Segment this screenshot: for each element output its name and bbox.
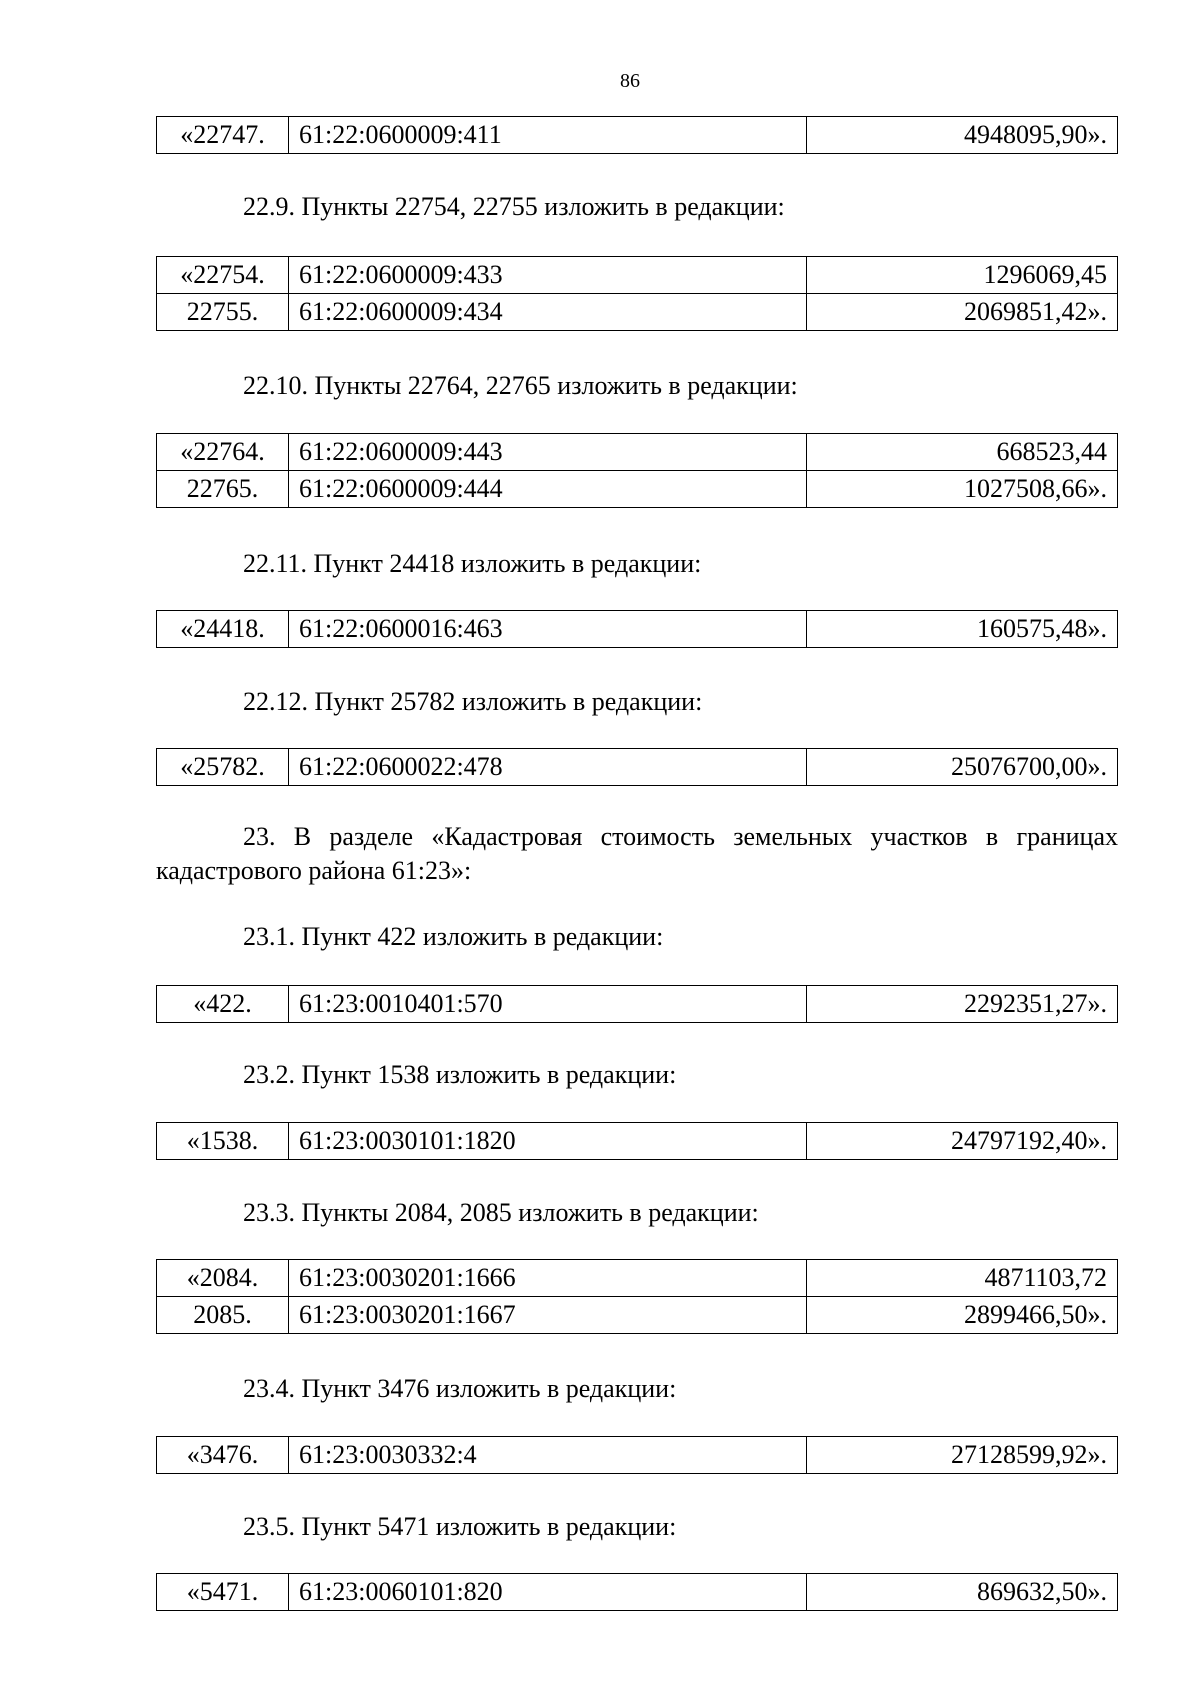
cadastral-number-cell: 61:23:0030201:1666: [289, 1260, 807, 1297]
amendment-table-24418: [156, 610, 1118, 648]
item-number-cell: «3476.: [157, 1437, 289, 1474]
table-row: [157, 294, 1118, 331]
table-row: [157, 1123, 1118, 1160]
table-row: [157, 117, 1118, 154]
amendment-table-422: [156, 985, 1118, 1023]
paragraph-22-10: 22.10. Пункты 22764, 22765 изложить в редакции:: [243, 371, 798, 400]
cadastral-value-cell: 2069851,42».: [807, 294, 1118, 331]
table-row: [157, 611, 1118, 648]
paragraph-23: 23. В разделе «Кадастровая стоимость земельных участков в границах кадастрового района 61:23»:: [156, 822, 1118, 885]
item-number-cell: «22747.: [157, 117, 289, 154]
cadastral-number-cell: 61:23:0010401:570: [289, 986, 807, 1023]
paragraph-23-3: 23.3. Пункты 2084, 2085 изложить в редакции:: [243, 1198, 759, 1227]
cadastral-value-cell: 1027508,66».: [807, 471, 1118, 508]
table-row: [157, 257, 1118, 294]
item-number-cell: «5471.: [157, 1574, 289, 1611]
cadastral-value-cell: 668523,44: [807, 434, 1118, 471]
amendment-table-1538: [156, 1122, 1118, 1160]
cadastral-value-cell: 2292351,27».: [807, 986, 1118, 1023]
cadastral-value-cell: 160575,48».: [807, 611, 1118, 648]
cadastral-value-cell: 24797192,40».: [807, 1123, 1118, 1160]
item-number-cell: 2085.: [157, 1297, 289, 1334]
page-number: 86: [620, 70, 640, 92]
item-number-cell: 22755.: [157, 294, 289, 331]
paragraph-23-2: 23.2. Пункт 1538 изложить в редакции:: [243, 1060, 677, 1089]
table-row: [157, 434, 1118, 471]
cadastral-number-cell: 61:23:0030101:1820: [289, 1123, 807, 1160]
cadastral-value-cell: 27128599,92».: [807, 1437, 1118, 1474]
table-row: [157, 1574, 1118, 1611]
table-row: [157, 986, 1118, 1023]
paragraph-22-9: 22.9. Пункты 22754, 22755 изложить в редакции:: [243, 192, 785, 221]
amendment-table-22764-22765: [156, 433, 1118, 508]
amendment-table-3476: [156, 1436, 1118, 1474]
table-row: [157, 1297, 1118, 1334]
cadastral-number-cell: 61:23:0030332:4: [289, 1437, 807, 1474]
cadastral-number-cell: 61:23:0030201:1667: [289, 1297, 807, 1334]
amendment-table-5471: [156, 1573, 1118, 1611]
cadastral-value-cell: 2899466,50».: [807, 1297, 1118, 1334]
cadastral-number-cell: 61:22:0600009:433: [289, 257, 807, 294]
cadastral-number-cell: 61:22:0600009:434: [289, 294, 807, 331]
item-number-cell: «24418.: [157, 611, 289, 648]
cadastral-number-cell: 61:23:0060101:820: [289, 1574, 807, 1611]
table-row: [157, 1437, 1118, 1474]
cadastral-number-cell: 61:22:0600009:411: [289, 117, 807, 154]
cadastral-value-cell: 4948095,90».: [807, 117, 1118, 154]
table-row: [157, 471, 1118, 508]
item-number-cell: «25782.: [157, 749, 289, 786]
cadastral-value-cell: 1296069,45: [807, 257, 1118, 294]
cadastral-value-cell: 25076700,00».: [807, 749, 1118, 786]
item-number-cell: 22765.: [157, 471, 289, 508]
amendment-table-25782: [156, 748, 1118, 786]
cadastral-number-cell: 61:22:0600022:478: [289, 749, 807, 786]
table-row: [157, 749, 1118, 786]
cadastral-value-cell: 869632,50».: [807, 1574, 1118, 1611]
amendment-table-22754-22755: [156, 256, 1118, 331]
paragraph-23-5: 23.5. Пункт 5471 изложить в редакции:: [243, 1512, 677, 1541]
paragraph-22-12: 22.12. Пункт 25782 изложить в редакции:: [243, 687, 703, 716]
amendment-table-22747: [156, 116, 1118, 154]
cadastral-number-cell: 61:22:0600009:444: [289, 471, 807, 508]
cadastral-number-cell: 61:22:0600009:443: [289, 434, 807, 471]
item-number-cell: «22764.: [157, 434, 289, 471]
item-number-cell: «22754.: [157, 257, 289, 294]
paragraph-22-11: 22.11. Пункт 24418 изложить в редакции:: [243, 549, 702, 578]
paragraph-23-4: 23.4. Пункт 3476 изложить в редакции:: [243, 1374, 677, 1403]
table-row: [157, 1260, 1118, 1297]
paragraph-23-1: 23.1. Пункт 422 изложить в редакции:: [243, 922, 664, 951]
item-number-cell: «422.: [157, 986, 289, 1023]
cadastral-value-cell: 4871103,72: [807, 1260, 1118, 1297]
cadastral-number-cell: 61:22:0600016:463: [289, 611, 807, 648]
amendment-table-2084-2085: [156, 1259, 1118, 1334]
item-number-cell: «1538.: [157, 1123, 289, 1160]
item-number-cell: «2084.: [157, 1260, 289, 1297]
